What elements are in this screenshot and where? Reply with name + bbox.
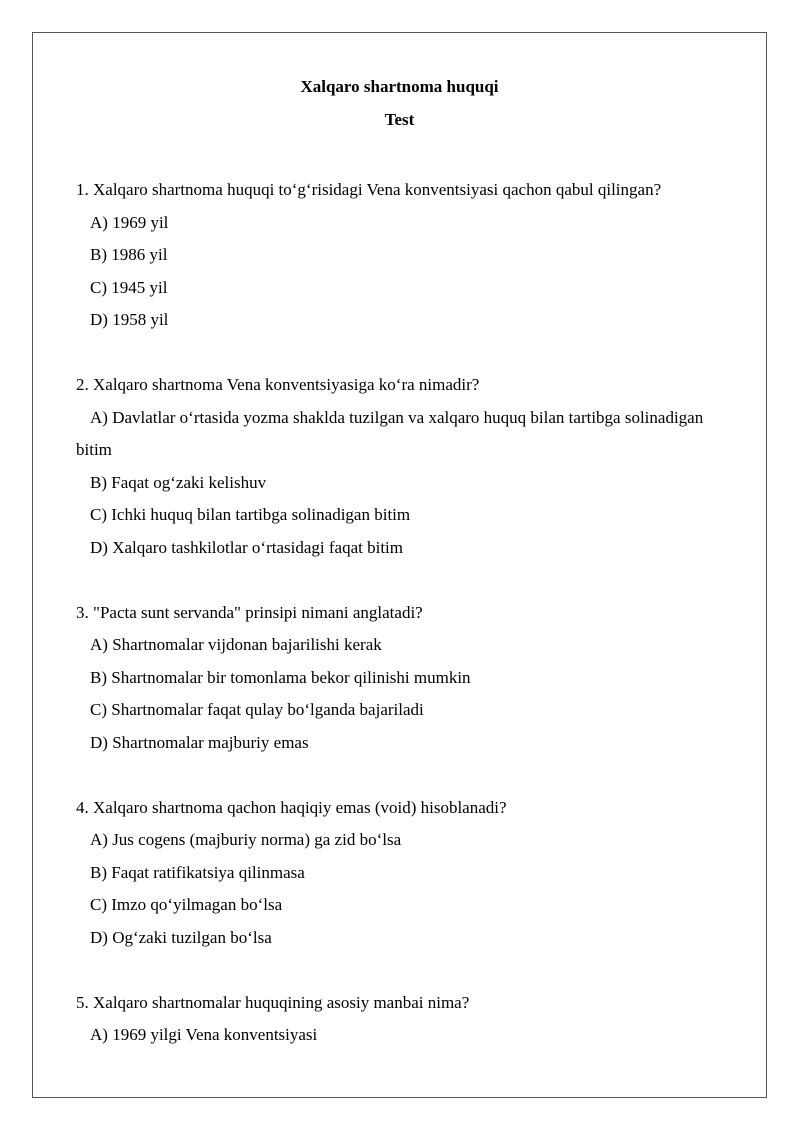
answer-option-a: A) 1969 yil <box>90 212 169 232</box>
question-text: 2. Xalqaro shartnoma Vena konventsiyasiga ko‘ra nimadir? <box>76 375 480 394</box>
answer-option-b: B) 1986 yil <box>90 245 168 264</box>
answer-option-b: B) Faqat og‘zaki kelishuv <box>90 472 267 492</box>
question-2 <box>76 369 736 564</box>
question-3 <box>76 597 736 760</box>
answer-option-d: D) Shartnomalar majburiy emas <box>90 732 309 752</box>
answer-option-a: A) 1969 yilgi Vena konventsiyasi <box>90 1025 318 1044</box>
answer-option-a: A) Davlatlar o‘rtasida yozma shaklda tuzilgan va xalqaro huquq bilan tartibga solinadigan bitim <box>76 407 704 459</box>
document-subtitle: Test <box>384 110 415 129</box>
answer-option-d: D) Og‘zaki tuzilgan bo‘lsa <box>90 927 272 947</box>
document-title: Xalqaro shartnoma huquqi <box>300 77 499 96</box>
question-1 <box>76 174 736 337</box>
question-text: 4. Xalqaro shartnoma qachon haqiqiy emas (void) hisoblanadi? <box>76 797 507 817</box>
question-text: 1. Xalqaro shartnoma huquqi to‘g‘risidagi Vena konventsiyasi qachon qabul qilingan? <box>76 180 662 199</box>
answer-option-d: D) 1958 yil <box>90 310 169 329</box>
answer-option-c: C) Shartnomalar faqat qulay bo‘lganda bajariladi <box>90 700 424 719</box>
answer-option-c: C) Imzo qo‘yilmagan bo‘lsa <box>90 895 283 914</box>
answer-option-d: D) Xalqaro tashkilotlar o‘rtasidagi faqat bitim <box>90 537 403 557</box>
answer-option-a: A) Shartnomalar vijdonan bajarilishi kerak <box>90 635 382 654</box>
question-list <box>76 174 736 1084</box>
question-4 <box>76 792 736 955</box>
answer-option-b: B) Shartnomalar bir tomonlama bekor qilinishi mumkin <box>90 667 471 687</box>
question-5 <box>76 987 736 1052</box>
answer-option-c: C) Ichki huquq bilan tartibga solinadigan bitim <box>90 505 411 524</box>
question-text: 3. "Pacta sunt servanda" prinsipi nimani anglatadi? <box>76 602 423 622</box>
answer-option-b: B) Faqat ratifikatsiya qilinmasa <box>90 862 305 882</box>
answer-option-a: A) Jus cogens (majburiy norma) ga zid bo‘lsa <box>90 830 402 849</box>
answer-option-c: C) 1945 yil <box>90 277 168 297</box>
question-text: 5. Xalqaro shartnomalar huquqining asosiy manbai nima? <box>76 992 470 1012</box>
